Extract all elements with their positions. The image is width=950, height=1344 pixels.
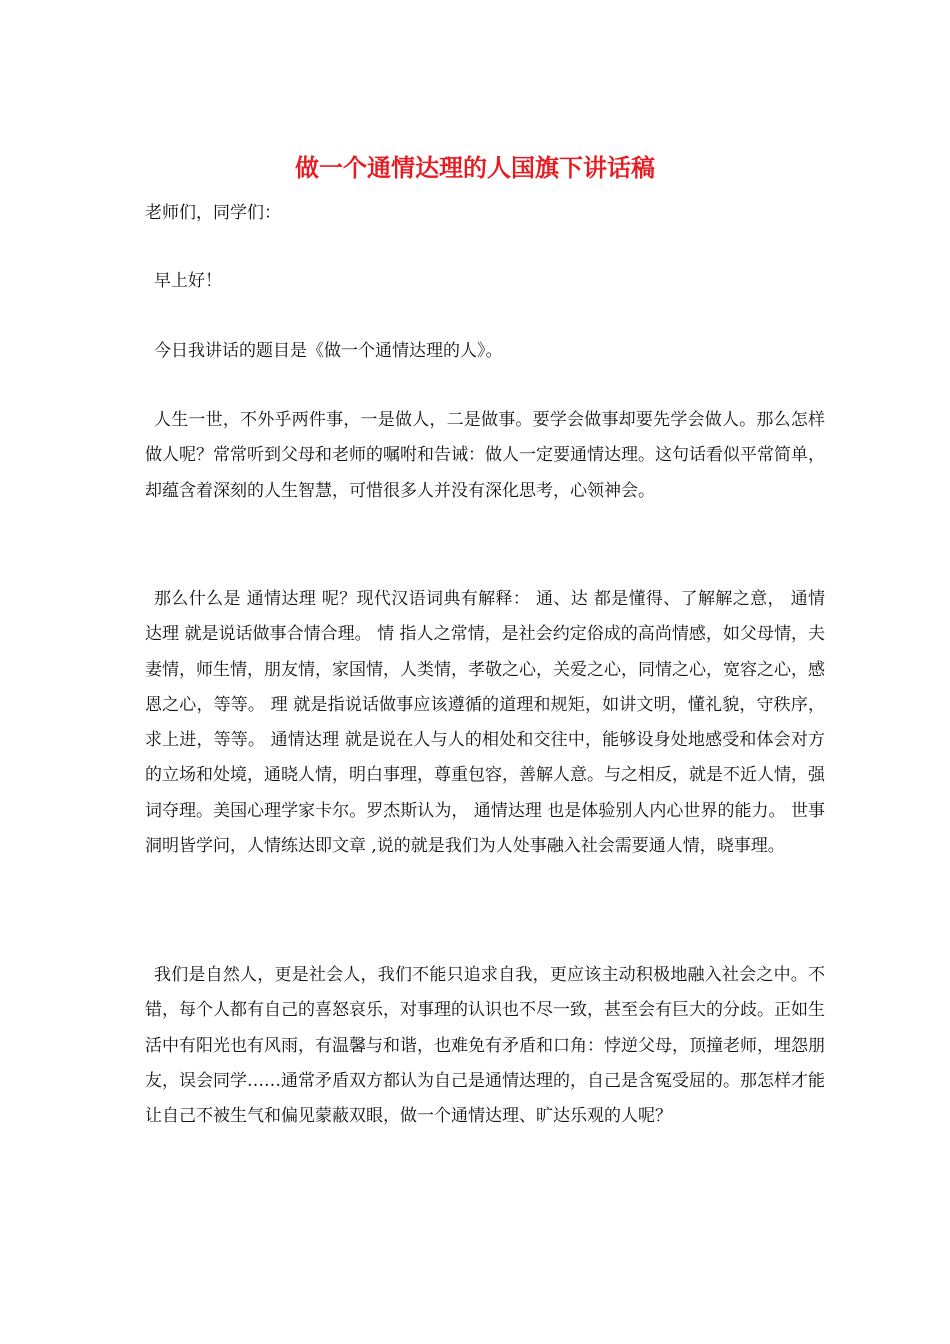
salutation: 老师们，同学们： [145, 203, 281, 223]
body-paragraph: 人生一世，不外乎两件事，一是做人，二是做事。要学会做事却要先学会做人。那么怎样做人呢？常常听到父母和老师的嘱咐和告诫：做人一定要通情达理。这句话看似平常简单，却蕴含着深刻的人生智慧，可惜很多人并没有深化思考，心领神会。 [145, 410, 825, 501]
body-paragraph: 那么什么是 通情达理 呢？现代汉语词典有解释： 通、达 都是懂得、了解解之意， 通情达理 就是说话做事合情合理。 情 指人之常情，是社会约定俗成的高尚情感，如父母情，夫妻情，师生情，朋友情，家国情，人类情，孝敬之心，关爱之心，同情之心，宽容之心，感恩之心，等等。 理 就是指说话做事应该遵循的道理和规矩，如讲文明，懂礼貌，守秩序，求上进，等等。 通情达理 就是说在人与人的相处和交往中，能够设身处地感受和体会对方的立场和处境，通晓人情，明白事理，尊重包容，善解人意。与之相反，就是不近人情，强词夺理。美国心理学家卡尔。罗杰斯认为， 通情达理 也是体验别人内心世界的能力。 世事洞明皆学问，人情练达即文章 ,说的就是我们为人处事融入社会需要通人情，晓事理。 [145, 589, 825, 857]
topic-paragraph: 今日我讲话的题目是《做一个通情达理的人》。 [154, 341, 503, 361]
greeting-paragraph: 早上好！ [154, 271, 222, 291]
body-paragraph: 我们是自然人，更是社会人，我们不能只追求自我，更应该主动积极地融入社会之中。不错，每个人都有自己的喜怒哀乐，对事理的认识也不尽一致，甚至会有巨大的分歧。正如生活中有阳光也有风雨，有温馨与和谐，也难免有矛盾和口角：悖逆父母，顶撞老师，埋怨朋友，误会同学……通常矛盾双方都认为自己是通情达理的，自己是含冤受屈的。那怎样才能让自己不被生气和偏见蒙蔽双眼，做一个通情达理、旷达乐观的人呢？ [145, 965, 825, 1127]
page-title: 做一个通情达理的人国旗下讲话稿 [295, 153, 655, 182]
